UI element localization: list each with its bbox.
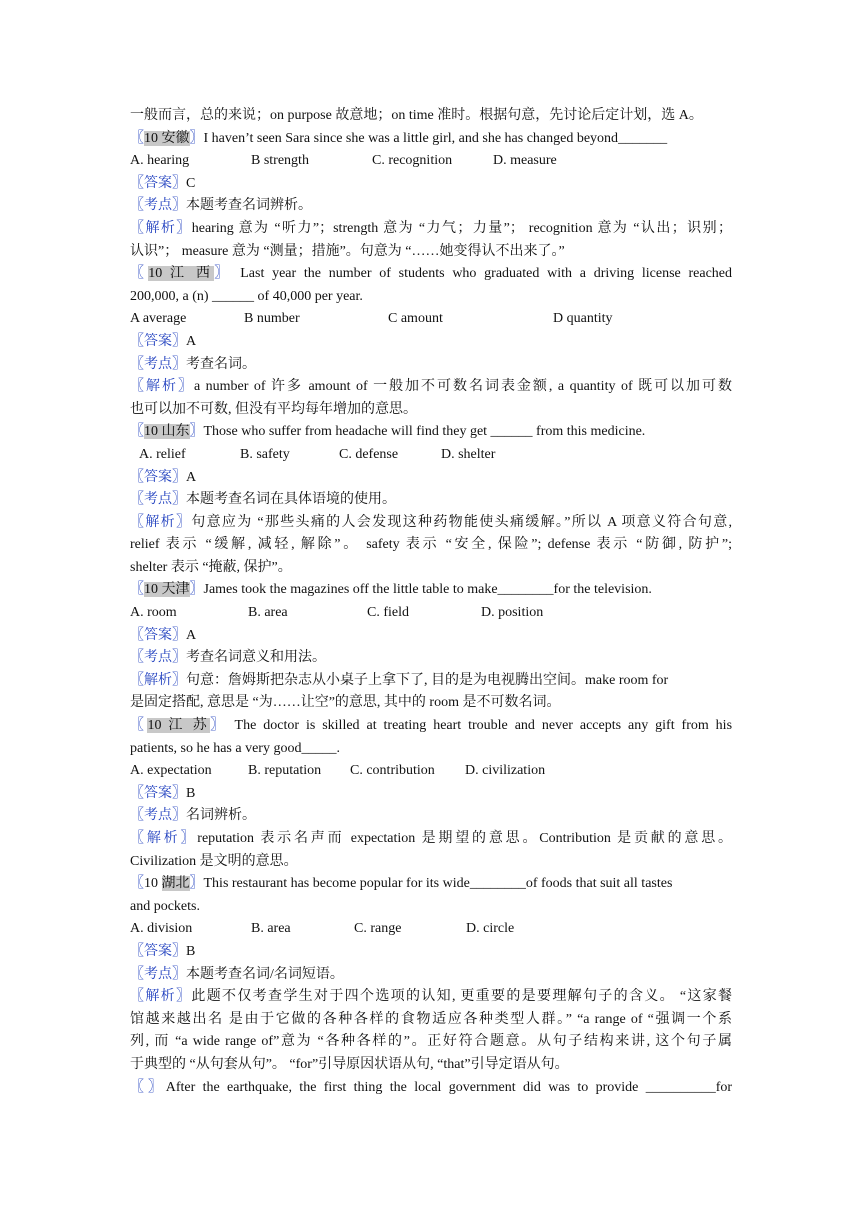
q5-stem-cont: patients, so he has a very good_____.	[130, 740, 340, 756]
q1-stem: 〖10 安徽〗I haven’t seen Sara since she was a little girl, and she has changed beyond_______	[130, 130, 668, 146]
q3-answer: 〖答案〗A	[130, 469, 197, 485]
q1-analysis-cont: 认识”； measure 意为 “测量；措施”。句意为 “……她变得认不出来了。”	[130, 243, 565, 259]
q2-analysis: 〖解析〗a number of 许多 amount of 一般加不可数名词表金额, a quantity of 既可以加可数	[130, 379, 732, 395]
q6-stem: 〖10 湖北〗This restaurant has become popular for its wide________of foods that suit all tastes	[130, 876, 673, 892]
q3-analysis-cont2: shelter 表示 “掩蔽, 保护”。	[130, 559, 292, 575]
q2-point: 〖考点〗考查名词。	[130, 356, 256, 372]
q6-point: 〖考点〗本题考查名词/名词短语。	[130, 966, 344, 982]
q6-options: A. division B. area C. range D. circle	[130, 921, 515, 937]
q6-analysis: 〖解析〗此题不仅考查学生对于四个选项的认知, 更重要的是要理解句子的含义。 “这家餐	[130, 989, 733, 1005]
q5-analysis: 〖解析〗reputation 表示名声而 expectation 是期望的意思。Contribution 是贡献的意思。	[130, 831, 733, 846]
q1-source: 10 安徽	[144, 130, 190, 146]
q2-answer: 〖答案〗A	[130, 333, 197, 349]
q5-source: 10 江 苏	[147, 718, 211, 734]
q6-stem-cont: and pockets.	[130, 898, 200, 914]
q5-stem: 〖10 江 苏〗 The doctor is skilled at treating heart trouble and never accepts any gift from his	[130, 718, 733, 734]
q2-options: A average B number C amount D quantity	[130, 311, 613, 327]
q1-options: A. hearing B strength C. recognition D. measure	[130, 153, 557, 169]
q3-analysis-cont: relief 表示 “缓解, 减轻, 解除”。 safety 表示 “安全, 保险”; defense 表示 “防御, 防护”;	[130, 537, 732, 553]
q6-answer: 〖答案〗B	[130, 943, 196, 959]
q5-point: 〖考点〗名词辨析。	[130, 808, 256, 824]
q6-analysis-cont2: 列, 而 “a wide range of”意为 “各种各样的”。正好符合题意。从句子结构来讲, 这个句子属	[130, 1034, 732, 1050]
q4-analysis-cont: 是固定搭配, 意思是 “为……让空”的意思, 其中的 room 是不可数名词。	[130, 695, 561, 711]
q6-analysis-cont: 馆越来越出名 是由于它做的各种各样的食物适应各种类型人群。” “a range of “强调一个系	[130, 1011, 732, 1027]
q6-source: 湖北	[161, 876, 190, 892]
q1-analysis: 〖解析〗hearing 意为 “听力”；strength 意为 “力气；力量”； recognition 意为 “认出；识别；	[130, 220, 733, 236]
q2-stem: 〖10 江 西〗 Last year the number of students who graduated with a driving license reached	[130, 266, 733, 282]
document-page	[130, 105, 732, 1099]
q4-source: 10 天津	[144, 582, 190, 598]
q3-source: 10 山东	[144, 424, 190, 440]
q5-answer: 〖答案〗B	[130, 785, 196, 801]
q4-analysis: 〖解析〗句意：詹姆斯把杂志从小桌子上拿下了, 目的是为电视腾出空间。make room for	[130, 672, 669, 688]
q5-analysis-cont: Civilization 是文明的意思。	[130, 853, 298, 869]
q4-options: A. room B. area C. field D. position	[130, 605, 544, 621]
q4-point: 〖考点〗考查名词意义和用法。	[130, 650, 326, 666]
q3-options: A. relief B. safety C. defense D. shelter	[139, 446, 496, 462]
q2-analysis-cont: 也可以加不可数, 但没有平均每年增加的意思。	[130, 401, 417, 417]
q2-source: 10 江 西	[148, 266, 215, 282]
q3-point: 〖考点〗本题考查名词在具体语境的使用。	[130, 492, 396, 508]
q3-analysis: 〖解析〗句意应为 “那些头痛的人会发现这种药物能使头痛缓解。”所以 A 项意义符合句意,	[130, 514, 733, 530]
q2-stem-cont: 200,000, a (n) ______ of 40,000 per year.	[130, 288, 363, 304]
q3-stem: 〖10 山东〗Those who suffer from headache will find they get ______ from this medicine.	[130, 424, 646, 440]
q1-point: 〖考点〗本题考查名词辨析。	[130, 198, 312, 214]
q4-answer: 〖答案〗A	[130, 627, 197, 643]
q4-stem: 〖10 天津〗James took the magazines off the little table to make________for the television.	[130, 582, 652, 598]
q7-stem: 〖〗After the earthquake, the first thing the local government did was to provide __________for	[130, 1079, 733, 1095]
q5-options: A. expectation B. reputation C. contribution D. civilization	[130, 763, 546, 779]
q1-answer: 〖答案〗C	[130, 175, 196, 191]
q6-analysis-cont3: 于典型的 “从句套从句”。 “for”引导原因状语从句, “that”引导定语从句。	[130, 1056, 569, 1072]
intro-line: 一般而言，总的来说；on purpose 故意地；on time 准时。根据句意，先讨论后定计划，选 A。	[130, 108, 703, 123]
